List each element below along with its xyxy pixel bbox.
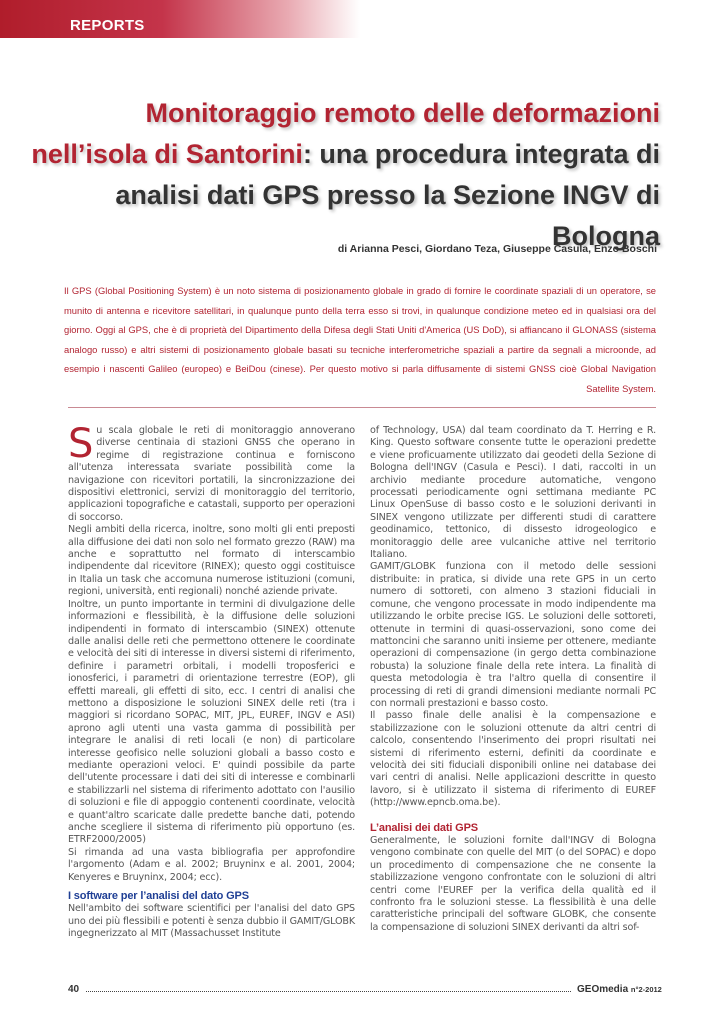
paragraph: GAMIT/GLOBK funziona con il metodo delle sessioni distribuite: in pratica, si divide una rete GPS in un certo numero di sottoreti, con almeno 3 stazioni fiduciali in comune, che vengono processate in modo indipendente ma utilizzando le orbite precise IGS. Le soluzioni delle sottoreti, ottenute in termini di quasi-osservazioni, sono come dei mattoncini che saranno uniti insieme per ottenere, mediante operazioni di compensazione (in gergo detta combinazione robusta) la soluzione finale della rete intera. La finalità di questa metodologia è tra l'altro quella di consentire il processing di reti di grandi dimensioni mediante normali PC con normali prestazioni e basso costo. bbox=[370, 561, 656, 709]
abstract: Il GPS (Global Positioning System) è un noto sistema di posizionamento globale in grado di fornire le coordinate spaziali di un operatore, se munito di antenna e ricevitore satellitari, in qualunque punto della terra esso si trovi, in qualunque condizione meteo ed in qualsiasi ora del giorno. Oggi al GPS, che è di proprietà del Dipartimento della Difesa degli Stati Uniti d'America (US DoD), si affiancano il GLONASS (sistema analogo russo) e altri sistemi di posizionamento globale basati su tecniche interferometriche spaziali a partire da segnali a microonde, ad esempio i nascenti Galileo (europeo) e BeiDou (cinese). Per questo motivo si parla diffusamente di sistemi GNSS cioè Global Navigation Satellite System. bbox=[64, 285, 656, 394]
issue-number: n°2-2012 bbox=[630, 985, 662, 994]
section-label: REPORTS bbox=[70, 17, 145, 34]
section-banner bbox=[0, 0, 360, 38]
paragraph: Negli ambiti della ricerca, inoltre, sono molti gli enti preposti alla diffusione dei dati non solo nel formato grezzo (RAW) ma anche e soprattutto nel formato di interscambio indipendente dal ricevitore (RINEX); questo oggi costituisce in Italia un task che accomuna numerose istituzioni (comuni, regioni, università, enti regionali) nonché aziende private. bbox=[68, 524, 355, 598]
title-line-2-highlight: nell’isola di Santorini bbox=[31, 139, 303, 169]
section-divider bbox=[68, 407, 656, 408]
magazine-footer bbox=[577, 984, 662, 995]
magazine-name: GEOmedia bbox=[577, 984, 629, 995]
title-line-3: analisi dati GPS presso la Sezione INGV di Bologna bbox=[115, 180, 660, 251]
title-line-2-rest: : una procedura integrata di bbox=[302, 139, 660, 169]
authors-byline: di Arianna Pesci, Giordano Teza, Giuseppe Casula, Enzo Boschi bbox=[337, 243, 657, 255]
title-line-2 bbox=[30, 134, 660, 175]
paragraph-text: u scala globale le reti di monitoraggio annoverano diverse centinaia di stazioni GNSS che operano in regime di registrazione continua e forniscono all'utenza interessata svariate possibilità come la navigazione con ricevitori portatili, la sincronizzazione dei dispositivi elettronici, servizi di monitoraggio del territorio, applicazioni topografiche e catastali, supporto per operazioni di soccorso. bbox=[68, 425, 355, 523]
paragraph: Si rimanda ad una vasta bibliografia per approfondire l'argomento (Adam e al. 2002; Bruyninx e al. 2001, 2004; Kenyeres e Bruyninx, 2004; ecc). bbox=[68, 846, 355, 883]
page-number: 40 bbox=[68, 984, 80, 995]
left-column bbox=[68, 421, 355, 941]
paragraph: Il passo finale delle analisi è la compensazione e stabilizzazione con le soluzioni ottenute da altri centri di calcolo, consentendo l'inserimento dei propri risultati nei sistemi di riferimento esterni, definiti da coordinate e velocità dei siti fiduciali disponibili online nei database dei vari centri di analisi. Nelle applicazioni descritte in questo lavoro, si è utilizzato il sistema di riferimento di EUREF (http://www.epncb.oma.be). bbox=[370, 710, 656, 809]
right-column bbox=[370, 425, 656, 934]
paragraph bbox=[68, 421, 355, 524]
article-title bbox=[30, 93, 660, 257]
section-heading: L’analisi dei dati GPS bbox=[370, 821, 478, 834]
paragraph: Inoltre, un punto importante in termini di divulgazione delle informazioni e flessibilità, è la diffusione delle soluzioni indipendenti in formato di interscambio (SINEX) ottenute dalle analisi delle reti che permettono ottenere le coordinate e velocità dei siti di interesse in diversi sistemi di riferimento, definire i parametri orbitali, i modelli troposferici e ionosferici, i parametri di orientazione terrestre (EOP), gli effetti mareali, gli effetti di sito, ecc. I centri di analisi che mettono a disposizione le soluzioni SINEX delle reti (tra i maggiori si ricordano SOPAC, MIT, JPL, EUREF, INGV e ASI) aprono agli utenti una vasta gamma di possibilità per integrare le analisi di reti locali (e non) di particolare interesse geofisico nelle soluzioni globali a basso costo e mediante operazioni veloci. E' quindi possibile da parte dell'utente processare i dati dei siti di interesse e combinarli e stabilizzarli nel sistema di riferimento adottato con l'ausilio di soluzioni e file di appoggio contenenti coordinate, velocità e quant'altro scaricate dalle predette banche dati, potendo anche scegliere il sistema di riferimento più opportuno (es. ETRF2000/2005) bbox=[68, 598, 355, 846]
paragraph: Nell'ambito dei software scientifici per l'analisi del dato GPS uno dei più flessibili e potenti è senza dubbio il GAMIT/GLOBK ingegnerizzato al MIT (Massachusset Institute bbox=[68, 903, 355, 940]
paragraph: of Technology, USA) dal team coordinato da T. Herring e R. King. Questo software consente tutte le operazioni predette e viene proficuamente utilizzato dai geodeti della Sezione di Bologna dell'INGV (Casula e Pesci). I dati, raccolti in un archivio mediante procedure automatiche, vengono processati periodicamente ogni settimana mediante PC Linux OpenSuse di basso costo e le soluzioni derivanti in SINEX vengono utilizzate per differenti studi di carattere geodinamico, tettonico, di dissesto idrogeologico e monitoraggio delle aree vulcaniche attive nel territorio Italiano. bbox=[370, 425, 656, 561]
title-line-1: Monitoraggio remoto delle deformazioni bbox=[145, 98, 660, 128]
section-heading: I software per l’analisi del dato GPS bbox=[68, 890, 249, 903]
paragraph: Generalmente, le soluzioni fornite dall'INGV di Bologna vengono combinate con quelle del MIT (o del SOPAC) e dopo un procedimento di compensazione che ne consente la stabilizzazione vengono confrontate con le soluzioni di altri centri come l'EUREF per la verifica della qualità ed il confronto fra le soluzioni stesse. La flessibilità è una delle caratteristiche principali del software GLOBK, che consente la compensazione di soluzioni SINEX derivanti da altri sof- bbox=[370, 835, 656, 933]
footer-rule bbox=[86, 991, 571, 992]
drop-cap: S bbox=[68, 421, 94, 467]
